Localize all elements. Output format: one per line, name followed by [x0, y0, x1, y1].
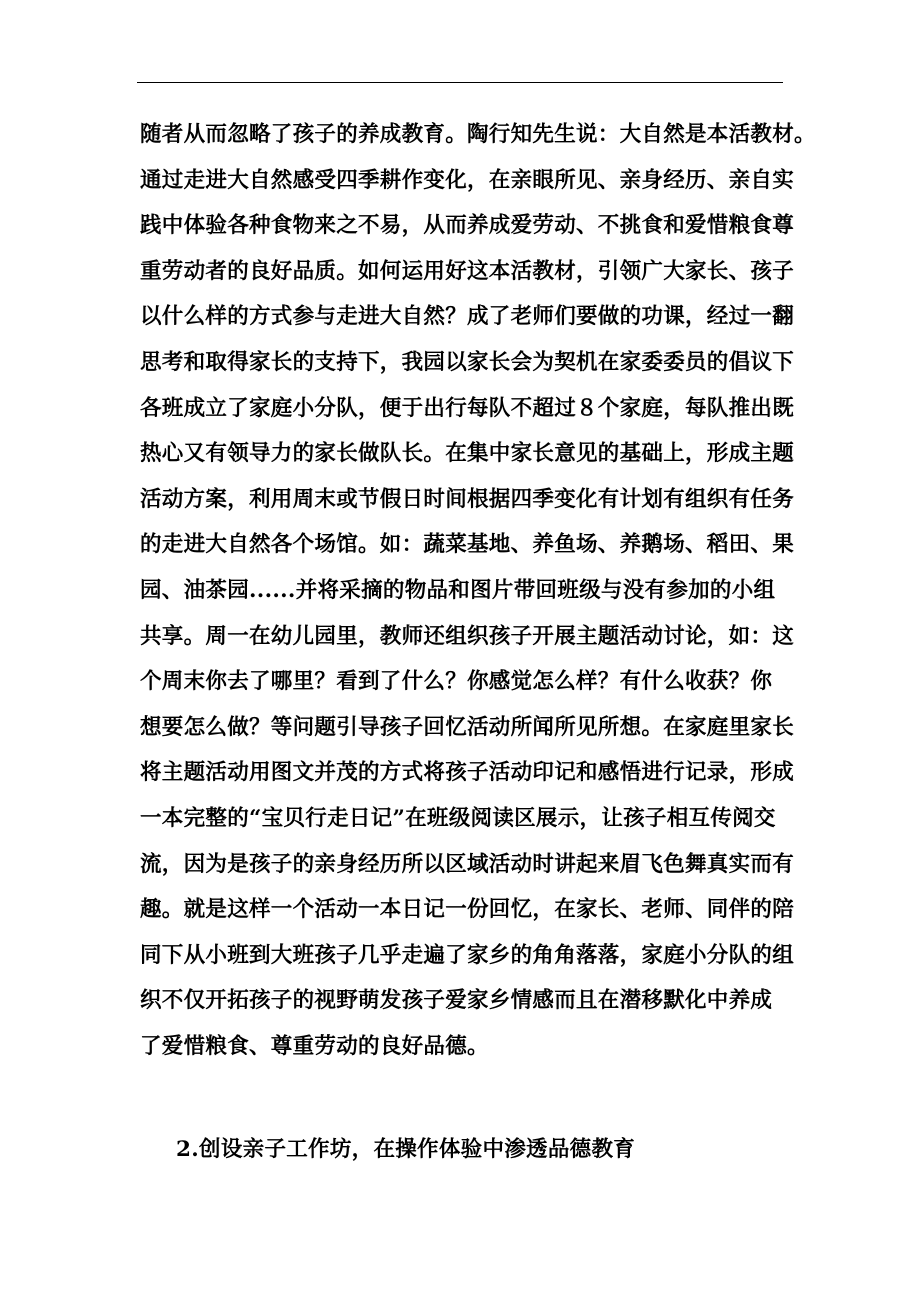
- text-line: 将主题活动用图文并茂的方式将孩子活动印记和感悟进行记录，形成: [140, 760, 795, 786]
- text-line: 趣。就是这样一个活动一本日记一份回忆，在家长、老师、同伴的陪: [140, 897, 795, 923]
- text-line: 个周末你去了哪里？看到了什么？你感觉怎么样？有什么收获？你: [140, 669, 773, 695]
- text-line: 以什么样的方式参与走进大自然？成了老师们要做的功课，经过一翻: [140, 304, 795, 330]
- body-paragraph: [140, 112, 816, 1069]
- text-line: 践中体验各种食物来之不易，从而养成爱劳动、不挑食和爱惜粮食尊: [140, 213, 795, 239]
- header-rule: [137, 82, 783, 83]
- text-line: 织不仅开拓孩子的视野萌发孩子爱家乡情感而且在潜移默化中养成: [140, 988, 773, 1014]
- text-line: 通过走进大自然感受四季耕作变化，在亲眼所见、亲身经历、亲自实: [140, 167, 795, 193]
- text-line: 各班成立了家庭小分队，便于出行每队不超过８个家庭，每队推出既: [140, 395, 795, 421]
- text-line: 了爱惜粮食、尊重劳动的良好品德。: [140, 1033, 489, 1059]
- text-line: 活动方案，利用周末或节假日时间根据四季变化有计划有组织有任务: [140, 486, 795, 512]
- text-line: 一本完整的“宝贝行走日记”在班级阅读区展示，让孩子相互传阅交: [140, 805, 776, 831]
- section-heading: 2.创设亲子工作坊，在操作体验中渗透品德教育: [176, 1137, 636, 1162]
- text-line: 热心又有领导力的家长做队长。在集中家长意见的基础上，形成主题: [140, 441, 795, 467]
- text-line: 想要怎么做？等问题引导孩子回忆活动所闻所见所想。在家庭里家长: [140, 714, 795, 740]
- text-line: 重劳动者的良好品质。如何运用好这本活教材，引领广大家长、孩子: [140, 258, 795, 284]
- text-line: 同下从小班到大班孩子几乎走遍了家乡的角角落落，家庭小分队的组: [140, 942, 795, 968]
- text-line: 思考和取得家长的支持下，我园以家长会为契机在家委委员的倡议下: [140, 349, 795, 375]
- text-line: 园、油茶园......并将采摘的物品和图片带回班级与没有参加的小组: [140, 577, 776, 603]
- text-line: 流，因为是孩子的亲身经历所以区域活动时讲起来眉飞色舞真实而有: [140, 851, 795, 877]
- text-line: 的走进大自然各个场馆。如：蔬菜基地、养鱼场、养鹅场、稻田、果: [140, 532, 795, 558]
- text-line: 共享。周一在幼儿园里，教师还组织孩子开展主题活动讨论，如：这: [140, 623, 795, 649]
- text-line: 随者从而忽略了孩子的养成教育。陶行知先生说：大自然是本活教材。: [140, 122, 816, 147]
